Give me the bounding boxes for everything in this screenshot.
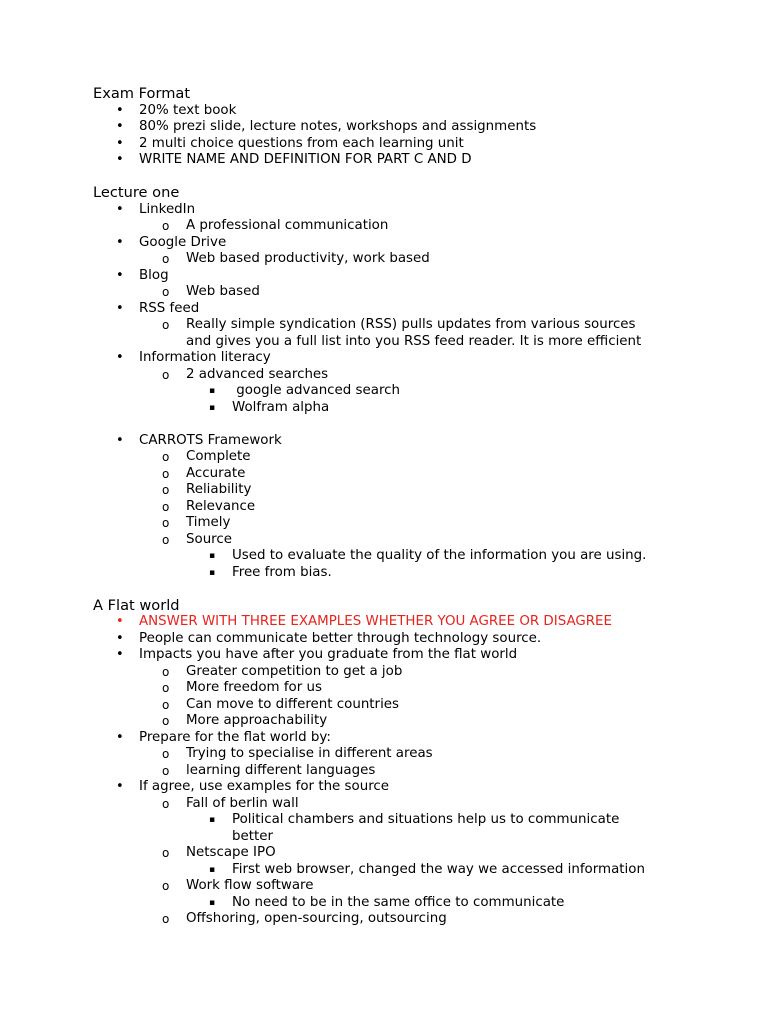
item-text: More freedom for us (186, 680, 322, 695)
item-text: Prepare for the flat world by: (139, 729, 331, 745)
item-text: Accurate (186, 465, 246, 481)
square-bullet-icon: ▪ (209, 386, 216, 396)
bullet-icon: • (116, 729, 124, 745)
circle-bullet-icon: o (162, 747, 170, 761)
item-text: First web browser, changed the way we accessed information (232, 861, 645, 877)
item-text: Timely (186, 515, 231, 530)
item-text: Reliability (186, 482, 252, 497)
item-text: Relevance (186, 498, 256, 514)
bullet-icon: • (116, 779, 124, 794)
bullet-icon: • (116, 647, 124, 662)
square-bullet-icon: ▪ (209, 897, 216, 908)
item-text: Source (186, 531, 232, 547)
item-text: Can move to different countries (186, 696, 400, 712)
circle-bullet-icon: o (162, 483, 170, 497)
item-text: Greater competition to get a job (186, 663, 403, 679)
circle-bullet-icon: o (162, 846, 170, 860)
bullet-icon: • (116, 102, 124, 118)
item-text: Trying to specialise in different areas (186, 746, 433, 761)
item-text: 2 advanced searches (186, 366, 329, 382)
item-text: No need to be in the same office to communicate (232, 894, 565, 910)
circle-bullet-icon: o (162, 681, 170, 695)
item-text: Web based (186, 284, 260, 299)
bullet-icon: • (116, 152, 124, 167)
item-text: better (232, 828, 273, 844)
item-text: Used to evaluate the quality of the information you are using. (232, 548, 647, 563)
item-text: google advanced search (232, 383, 401, 398)
square-bullet-icon: ▪ (209, 864, 216, 875)
section-heading: A Flat world (93, 596, 180, 614)
item-text: A professional communication (186, 218, 389, 233)
item-text: Fall of berlin wall (186, 795, 299, 811)
bullet-icon: • (116, 267, 124, 283)
item-text: 80% prezi slide, lecture notes, workshops and assignments (139, 119, 537, 134)
item-text: 2 multi choice questions from each learning unit (139, 135, 464, 151)
item-text: RSS feed (139, 300, 200, 316)
section-heading: Lecture one (93, 184, 180, 201)
item-text: Web based productivity, work based (186, 251, 430, 266)
circle-bullet-icon: o (162, 763, 170, 778)
item-text: Google Drive (139, 234, 227, 250)
item-text: Really simple syndication (RSS) pulls updates from various sources (186, 317, 636, 332)
circle-bullet-icon: o (162, 499, 170, 514)
item-text: Offshoring, open-sourcing, outsourcing (186, 911, 447, 926)
item-text: If agree, use examples for the source (139, 779, 390, 794)
item-text: Netscape IPO (186, 845, 276, 860)
circle-bullet-icon: o (162, 532, 170, 547)
circle-bullet-icon: o (162, 318, 170, 332)
item-text: People can communicate better through technology source. (139, 630, 542, 646)
item-text: More approachability (186, 713, 328, 728)
bullet-icon: • (116, 119, 124, 134)
item-text: Information literacy (139, 350, 271, 365)
item-text: CARROTS Framework (139, 432, 282, 448)
square-bullet-icon: ▪ (209, 567, 216, 578)
section-heading: Exam Format (93, 85, 191, 102)
square-bullet-icon: ▪ (209, 551, 216, 561)
item-text: Work flow software (186, 878, 314, 893)
bullet-icon: • (116, 432, 124, 448)
item-text: and gives you a full list into you RSS feed reader. It is more efficient (186, 333, 642, 349)
bullet-icon: • (116, 350, 124, 365)
bullet-icon: • (116, 630, 124, 646)
item-text: ANSWER WITH THREE EXAMPLES WHETHER YOU AGREE OR DISAGREE (139, 614, 612, 629)
square-bullet-icon: ▪ (209, 402, 216, 413)
circle-bullet-icon: o (162, 285, 170, 299)
item-text: Impacts you have after you graduate from the flat world (139, 647, 518, 662)
item-text: Wolfram alpha (232, 399, 330, 415)
bullet-icon: • (116, 300, 124, 316)
circle-bullet-icon: o (162, 367, 170, 382)
circle-bullet-icon: o (162, 879, 170, 893)
bullet-icon: • (116, 234, 124, 250)
circle-bullet-icon: o (162, 912, 170, 926)
item-text: Blog (139, 267, 169, 283)
circle-bullet-icon: o (162, 450, 170, 464)
item-text: WRITE NAME AND DEFINITION FOR PART C AND D (139, 152, 472, 167)
bullet-icon: • (116, 201, 124, 217)
square-bullet-icon: ▪ (209, 815, 216, 825)
bullet-icon: • (116, 614, 124, 629)
circle-bullet-icon: o (162, 466, 170, 481)
circle-bullet-icon: o (162, 219, 170, 233)
item-text: Political chambers and situations help us to communicate (232, 812, 620, 827)
circle-bullet-icon: o (162, 252, 170, 266)
circle-bullet-icon: o (162, 697, 170, 712)
circle-bullet-icon: o (162, 796, 170, 811)
circle-bullet-icon: o (162, 516, 170, 530)
circle-bullet-icon: o (162, 664, 170, 679)
item-text: 20% text book (139, 102, 237, 118)
bullet-icon: • (116, 135, 124, 151)
item-text: learning different languages (186, 762, 376, 778)
item-text: Complete (186, 449, 251, 464)
circle-bullet-icon: o (162, 714, 170, 728)
item-text: Free from bias. (232, 564, 332, 580)
item-text: LinkedIn (139, 201, 196, 217)
